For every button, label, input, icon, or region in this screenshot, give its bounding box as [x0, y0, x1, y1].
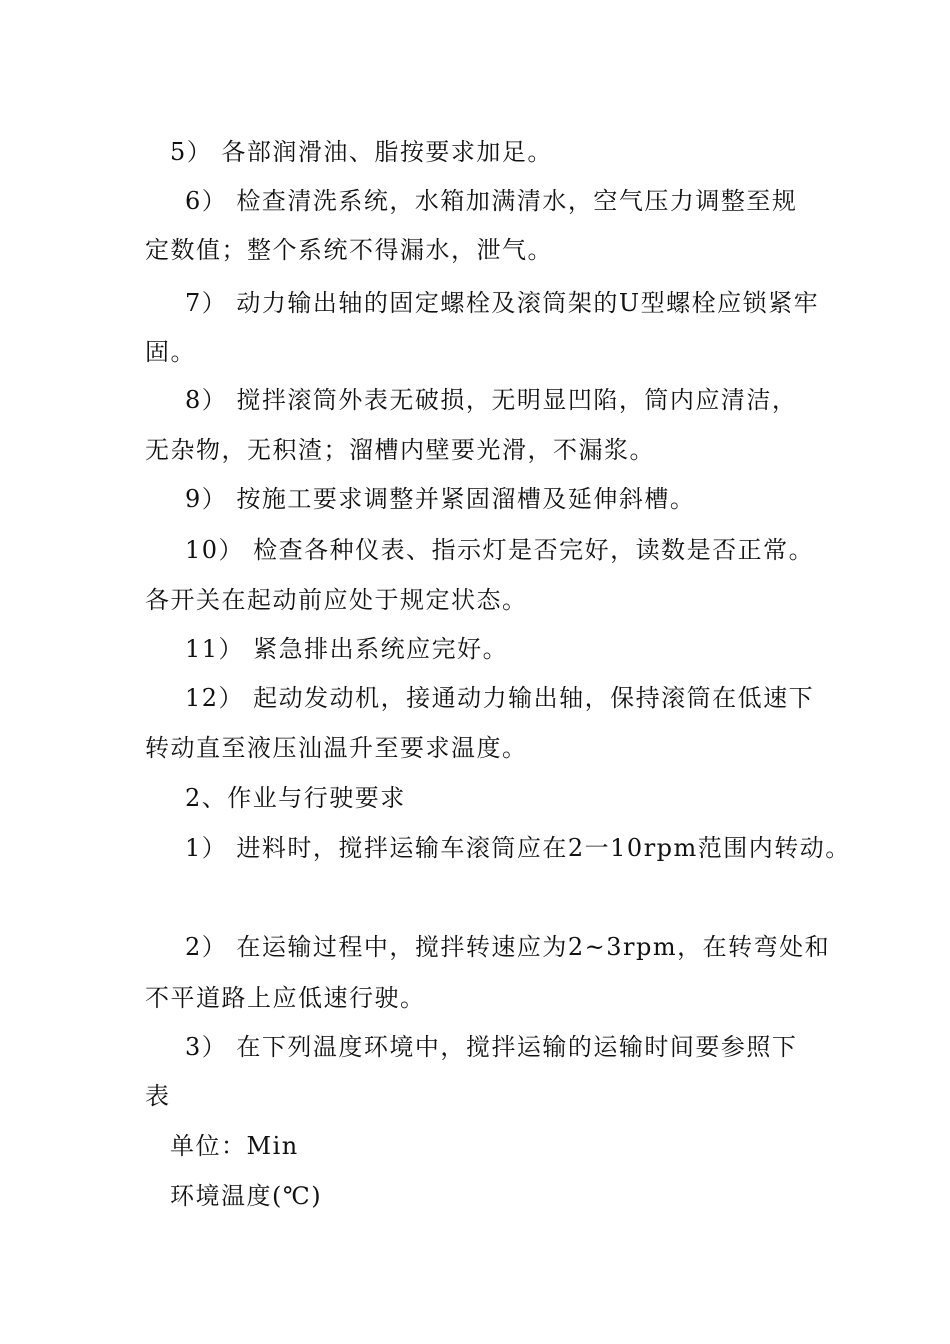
- text-line-item-8: 8） 搅拌滚筒外表无破损，无明显凹陷，筒内应清洁，: [185, 386, 798, 414]
- text-line-item-10: 10） 检查各种仪表、指示灯是否完好，读数是否正常。: [185, 536, 815, 564]
- text-line-op-3-cont: 表: [145, 1082, 171, 1110]
- section-heading: 2、作业与行驶要求: [185, 784, 406, 812]
- text-line-item-7-cont: 固。: [145, 338, 196, 366]
- text-line-item-7: 7） 动力输出轴的固定螺栓及滚筒架的U型螺栓应锁紧牢: [185, 289, 820, 317]
- text-line-op-3: 3） 在下列温度环境中，搅拌运输的运输时间要参照下: [185, 1033, 798, 1061]
- text-line-item-12: 12） 起动发动机，接通动力输出轴，保持滚筒在低速下: [185, 684, 815, 712]
- text-line-op-2-cont: 不平道路上应低速行驶。: [145, 984, 426, 1012]
- text-line-item-9: 9） 按施工要求调整并紧固溜槽及延伸斜槽。: [185, 485, 696, 513]
- text-line-item-6: 6） 检查清洗系统，水箱加满清水，空气压力调整至规: [185, 187, 798, 215]
- text-line-item-10-cont: 各开关在起动前应处于规定状态。: [145, 586, 528, 614]
- text-line-item-6-cont: 定数值；整个系统不得漏水，泄气。: [145, 236, 553, 264]
- text-line-item-11: 11） 紧急排出系统应完好。: [185, 635, 509, 663]
- text-line-op-2: 2） 在运输过程中，搅拌转速应为2~3rpm，在转弯处和: [185, 933, 831, 961]
- text-line-item-8-cont: 无杂物，无积渣；溜槽内壁要光滑，不漏浆。: [145, 436, 655, 464]
- text-line-item-12-cont: 转动直至液压汕温升至要求温度。: [145, 734, 528, 762]
- unit-label: 单位：Min: [170, 1132, 299, 1160]
- text-line-op-1: 1） 进料时，搅拌运输车滚筒应在2一10rpm范围内转动。: [185, 834, 851, 862]
- text-line-item-5: 5） 各部润滑油、脂按要求加足。: [170, 138, 553, 166]
- temperature-label: 环境温度(℃): [170, 1182, 323, 1210]
